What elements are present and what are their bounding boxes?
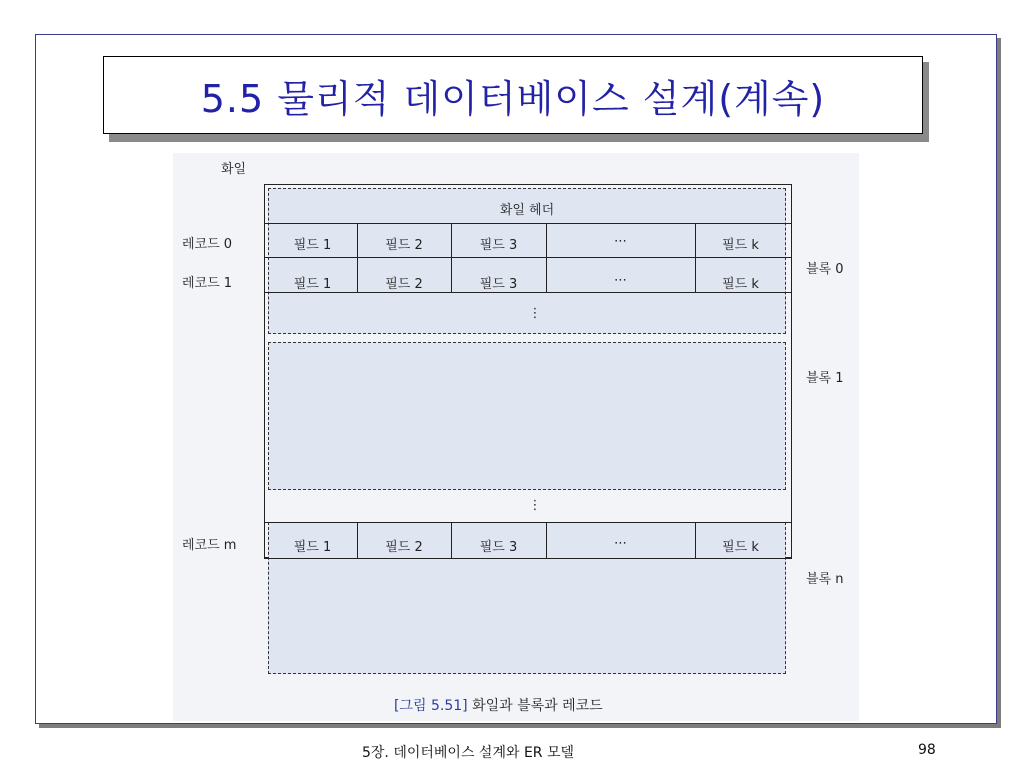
field-cell: 필드 1 xyxy=(293,540,332,555)
field-cell: 필드 3 xyxy=(479,277,518,292)
field-cell: 필드 1 xyxy=(293,238,332,253)
field-cell: 필드 k xyxy=(722,238,759,253)
vertical-ellipsis: ⋮ xyxy=(528,306,542,321)
slide-title-box xyxy=(103,56,923,134)
caption-text: 화일과 블록과 레코드 xyxy=(472,698,603,714)
field-cell: 필드 1 xyxy=(293,277,332,292)
record-1-bottom-line xyxy=(264,292,792,293)
field-cell: 필드 k xyxy=(722,277,759,292)
field-cell: ⋯ xyxy=(614,536,627,551)
block-label: 블록 n xyxy=(806,572,844,587)
file-label: 화일 xyxy=(221,162,247,177)
caption-number: [그림 5.51] xyxy=(394,698,468,714)
record-0-top-line xyxy=(264,223,792,224)
field-cell: ⋯ xyxy=(614,234,627,249)
field-cell: 필드 k xyxy=(722,540,759,555)
field-cell: 필드 3 xyxy=(479,238,518,253)
field-cell: 필드 3 xyxy=(479,540,518,555)
vertical-ellipsis: ⋮ xyxy=(528,498,542,513)
page-number: 98 xyxy=(918,742,936,758)
footer-chapter: 5장. 데이터베이스 설계와 ER 모델 xyxy=(362,745,575,761)
record-m-bottom-line xyxy=(264,558,792,559)
figure-caption xyxy=(394,695,603,715)
file-header: 화일 헤더 xyxy=(499,203,555,218)
record-label: 레코드 1 xyxy=(182,276,233,291)
record-label: 레코드 0 xyxy=(182,237,233,252)
record-m-top-line xyxy=(264,522,792,523)
block-label: 블록 0 xyxy=(806,262,844,277)
slide-title: 5.5 물리적 데이터베이스 설계(계속) xyxy=(200,76,826,121)
block-label: 블록 1 xyxy=(806,371,844,386)
field-cell: 필드 2 xyxy=(385,540,423,555)
record-0-bottom-line xyxy=(264,257,792,258)
field-cell: ⋯ xyxy=(614,273,627,288)
block-1 xyxy=(268,342,786,490)
field-cell: 필드 2 xyxy=(385,238,423,253)
record-label: 레코드 m xyxy=(182,538,237,553)
field-cell: 필드 2 xyxy=(385,277,423,292)
